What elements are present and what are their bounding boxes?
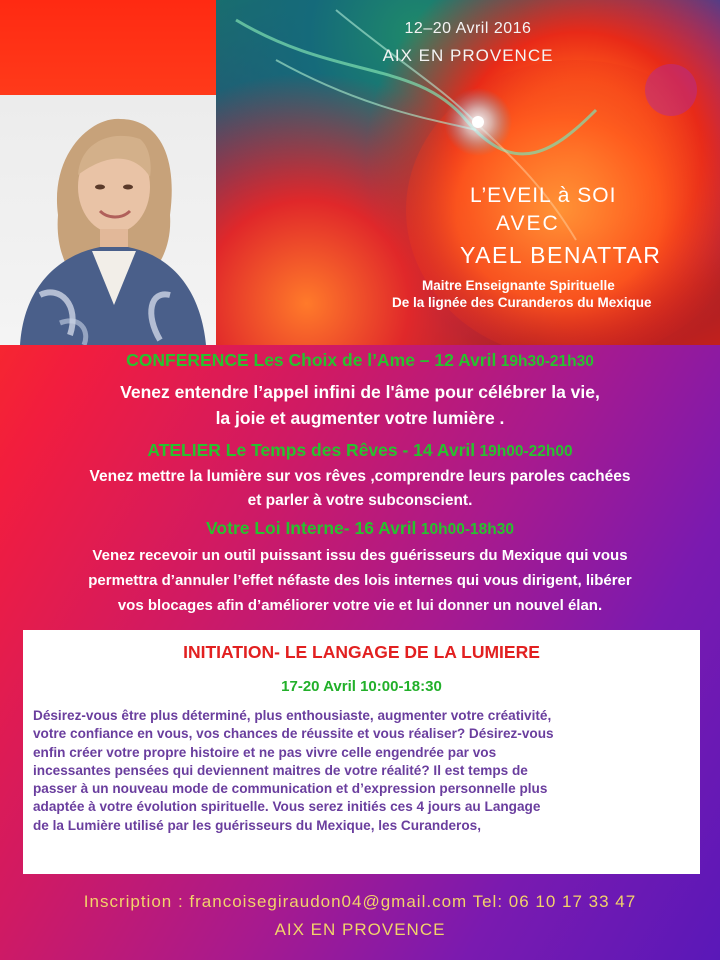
initiation-description	[33, 707, 695, 835]
loi-time: 10h00-18h30	[420, 521, 514, 538]
event-title-line2: AVEC	[496, 212, 560, 235]
initiation-line: Désirez-vous être plus déterminé, plus enthousiaste, augmenter votre créativité,	[33, 708, 552, 723]
conference-heading-row	[0, 350, 720, 371]
speaker-name: YAEL BENATTAR	[460, 242, 662, 268]
conference-time: 19h30-21h30	[500, 353, 594, 370]
initiation-line: incessantes pensées qui deviennent maitres de votre réalité? Il est temps de	[33, 762, 528, 778]
top-left-color-block	[0, 0, 216, 95]
speaker-title: Maitre Enseignante Spirituelle	[422, 278, 615, 293]
header-artwork	[216, 0, 720, 345]
loi-text-line1: Venez recevoir un outil puissant issu des guérisseurs du Mexique qui vous	[92, 547, 628, 564]
atelier-heading-row	[0, 440, 720, 461]
initiation-line: enfin créer votre propre histoire et ne pas vivre celle engendrée par vos	[33, 744, 497, 760]
event-city: AIX EN PROVENCE	[382, 46, 554, 65]
event-title-line1: L’EVEIL à SOI	[470, 184, 617, 207]
initiation-line: adaptée à votre évolution spirituelle. Vous serez initiés ces 4 jours au Langage	[33, 799, 541, 815]
speaker-photo	[0, 95, 216, 345]
initiation-line: votre confiance en vous, vos chances de réussite et vous réaliser? Désirez-vous	[33, 726, 554, 742]
atelier-text-line2: et parler à votre subconscient.	[247, 492, 473, 509]
initiation-card	[23, 630, 700, 874]
initiation-line: de la Lumière utilisé par les guérisseurs du Mexique, les Curanderos,	[33, 817, 481, 833]
footer-city: AIX EN PROVENCE	[274, 920, 446, 939]
atelier-heading: ATELIER Le Temps des Rêves - 14 Avril	[147, 440, 476, 460]
atelier-time: 19h00-22h00	[479, 443, 573, 460]
loi-text-line2: permettra d’annuler l’effet néfaste des lois internes qui vous dirigent, libérer	[88, 572, 632, 589]
speaker-lineage: De la lignée des Curanderos du Mexique	[392, 295, 652, 310]
portrait-illustration	[0, 95, 216, 345]
loi-text-line3: vos blocages afin d’améliorer votre vie et lui donner un nouvel élan.	[117, 597, 603, 614]
atelier-text-line1: Venez mettre la lumière sur vos rêves ,comprendre leurs paroles cachées	[89, 468, 631, 485]
conference-heading: CONFERENCE Les Choix de l’Ame – 12 Avril	[126, 350, 497, 370]
loi-heading: Votre Loi Interne- 16 Avril	[206, 518, 417, 538]
inscription-contact: Inscription : francoisegiraudon04@gmail.com Tel: 06 10 17 33 47	[83, 892, 637, 911]
initiation-title: INITIATION- LE LANGAGE DE LA LUMIERE	[183, 642, 540, 662]
conference-text-line2: la joie et augmenter votre lumière .	[215, 408, 505, 428]
loi-heading-row	[0, 518, 720, 539]
initiation-date: 17-20 Avril 10:00-18:30	[281, 678, 442, 695]
initiation-line: passer à un nouveau mode de communication et d’expression personnelle plus	[33, 781, 548, 797]
event-dates: 12–20 Avril 2016	[404, 20, 532, 37]
conference-text-line1: Venez entendre l’appel infini de l'âme pour célébrer la vie,	[120, 382, 600, 402]
